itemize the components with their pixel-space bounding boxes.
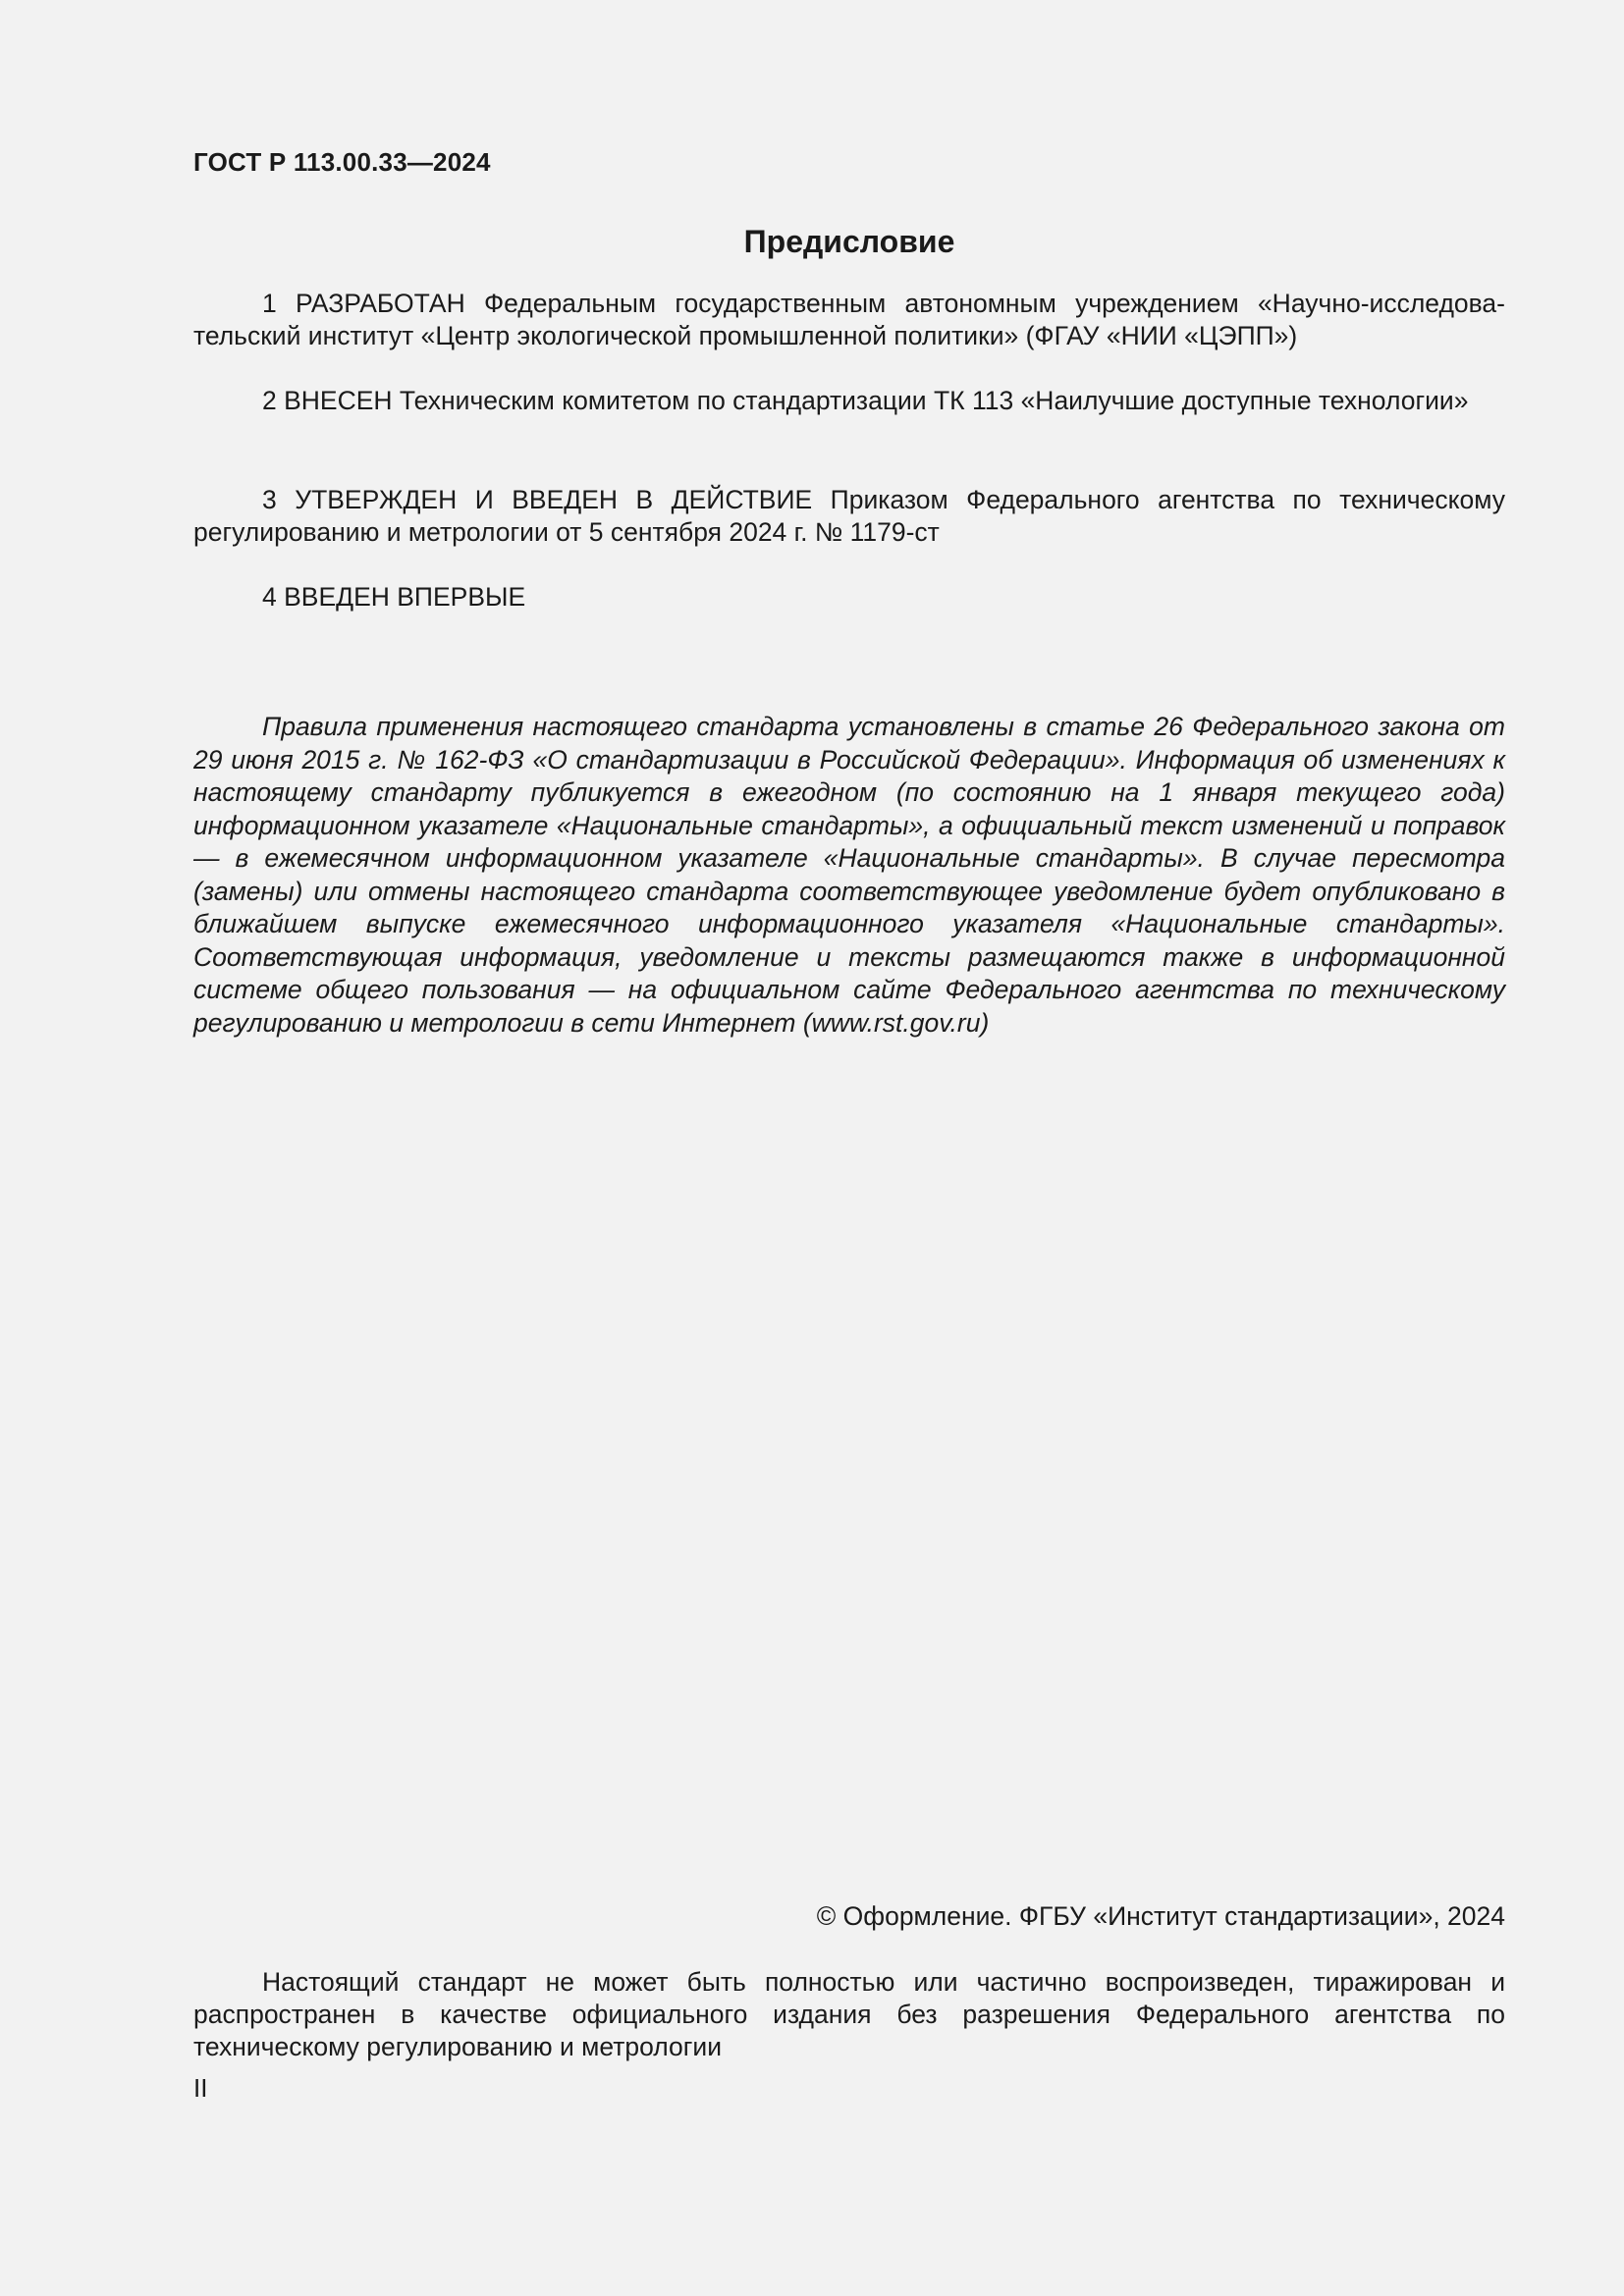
copyright-line: © Оформление. ФГБУ «Институт стандартизации», 2024 bbox=[816, 1901, 1505, 1931]
preface-item-1: 1 РАЗРАБОТАН Федеральным государственным автономным учреждением «Научно-исследовательский институт «Центр экологической промышленной политики» (ФГАУ «НИИ «ЦЭПП») bbox=[193, 289, 1505, 350]
preface-item-3: 3 УТВЕРЖДЕН И ВВЕДЕН В ДЕЙСТВИЕ Приказом Федерального агентства по техническому регулированию и метрологии от 5 сентября 2024 г. № 1179-ст bbox=[193, 485, 1505, 547]
preface-title: Предисловие bbox=[743, 224, 955, 259]
preface-item-2: 2 ВНЕСЕН Техническим комитетом по стандартизации ТК 113 «Наилучшие доступные технологии» bbox=[262, 386, 1469, 415]
page-number: II bbox=[193, 2073, 208, 2103]
preface-item-4: 4 ВВЕДЕН ВПЕРВЫЕ bbox=[262, 582, 526, 612]
rights-notice: Настоящий стандарт не может быть полностью или частично воспроизведен, тиражирован и распространен в качестве официального издания без разрешения Федерального агентства по техническому регулированию и метрологии bbox=[193, 1967, 1505, 2061]
document-code: ГОСТ Р 113.00.33—2024 bbox=[193, 147, 491, 177]
rules-notice: Правила применения настоящего стандарта установлены в статье 26 Федерального закона от 29 июня 2015 г. № 162-ФЗ «О стандартизации в Российской Федерации». Информация об изменениях к настоящему стандарту публикуется в ежегодном (по состоянию на 1 января текущего года) информационном указателе «Национальные стандарты», а официальный текст изменений и поправок — в ежемесячном информационном указателе «Национальные стандарты». В случае пересмотра (замены) или отмены настоящего стандарта соответствующее уведомление будет опубликовано в ближайшем выпуске ежемесячного информационного указателя «Национальные стандарты». Соответствующая информация, уведомление и тексты размещаются также в информационной системе общего пользования — на официальном сайте Федерального агентства по техническому регулированию и метрологии в сети Интернет (www.rst.gov.ru) bbox=[193, 712, 1505, 1038]
